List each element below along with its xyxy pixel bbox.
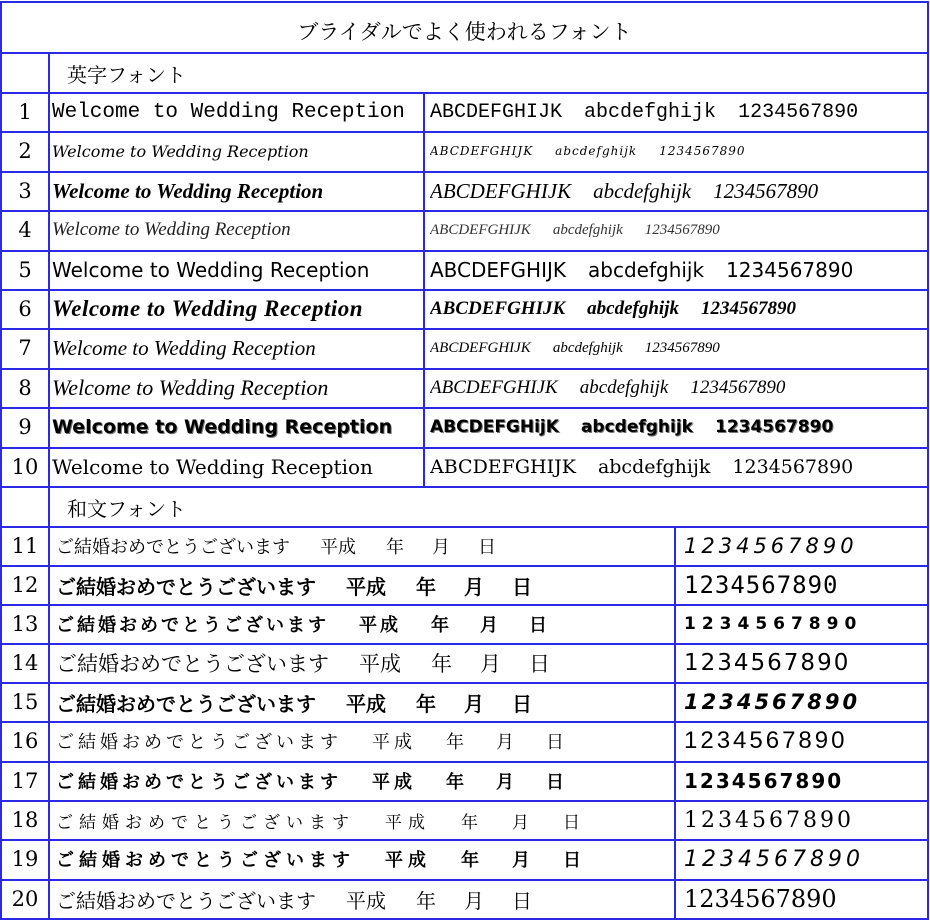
digits-sample: 1234567890 — [726, 258, 854, 282]
lowercase-sample: abcdefghijk — [552, 221, 623, 238]
digits-sample: 1234567890 — [684, 614, 863, 634]
month-text: 月 — [464, 691, 484, 716]
month-text: 月 — [464, 888, 484, 913]
digits-sample: 1234567890 — [684, 846, 864, 872]
year-text: 年 — [386, 537, 404, 558]
greeting-text: ご結婚おめでとうございます — [56, 732, 342, 753]
japanese-phrase-sample — [56, 566, 671, 604]
digits-sample: 1234567890 — [700, 298, 796, 319]
year-text: 年 — [416, 691, 436, 716]
era-text: 平成 — [359, 615, 401, 636]
era-text: 平成 — [346, 888, 386, 913]
month-text: 月 — [496, 772, 518, 793]
row-number: 14 — [11, 651, 39, 675]
greeting-text: ご結婚おめでとうございます — [56, 652, 329, 676]
year-text: 年 — [461, 850, 484, 871]
row-number: 20 — [11, 887, 39, 911]
greeting-text: ご結婚おめでとうございます — [56, 537, 290, 558]
lowercase-sample: abcdefghijk — [579, 377, 669, 398]
digits-sample: 1234567890 — [684, 690, 861, 714]
uppercase-sample: ABCDEFGHIJK — [430, 221, 531, 238]
uppercase-sample: ABCDEFGHIJK — [430, 339, 531, 356]
alphabet-sample — [430, 211, 927, 249]
japanese-phrase-sample — [56, 840, 671, 878]
uppercase-sample: ABCDEFGHIJK — [430, 100, 563, 124]
greeting-text: ご結婚おめでとうございます — [56, 574, 316, 599]
row-number: 11 — [11, 534, 39, 558]
row-number: 5 — [18, 258, 32, 282]
english-phrase-sample: Welcome to Wedding Reception — [52, 258, 370, 282]
year-text: 年 — [446, 732, 468, 753]
english-phrase-sample: Welcome to Wedding Reception — [52, 141, 309, 161]
day-text: 日 — [546, 732, 568, 753]
row-number: 4 — [18, 218, 32, 242]
english-phrase-sample: Welcome to Wedding Reception — [52, 335, 316, 360]
era-text: 平成 — [372, 772, 416, 793]
digits-sample: 1234567890 — [714, 417, 834, 437]
row-number: 16 — [11, 729, 39, 753]
day-text: 日 — [546, 772, 568, 793]
grid-line — [927, 1, 929, 920]
year-text: 年 — [416, 574, 436, 599]
row-number: 10 — [11, 455, 39, 479]
row-number: 19 — [11, 847, 39, 871]
digits-sample: 1234567890 — [684, 650, 851, 676]
day-text: 日 — [478, 537, 496, 558]
uppercase-sample: ABCDEFGHIJK — [430, 377, 558, 398]
english-phrase-sample: Welcome to Wedding Reception — [52, 219, 291, 240]
era-text: 平成 — [385, 812, 431, 833]
year-text: 年 — [431, 615, 452, 636]
alphabet-sample — [430, 132, 927, 170]
row-number: 7 — [18, 336, 32, 360]
row-number: 2 — [18, 139, 32, 163]
uppercase-sample: ABCDEFGHijK — [430, 417, 559, 437]
greeting-text: ご結婚おめでとうございます — [56, 615, 329, 636]
japanese-phrase-sample — [56, 880, 671, 918]
greeting-text: ご結婚おめでとうございます — [56, 850, 355, 871]
row-number: 8 — [18, 376, 32, 400]
era-text: 平成 — [372, 732, 416, 753]
era-text: 平成 — [346, 574, 386, 599]
digits-sample: 1234567890 — [684, 534, 858, 558]
row-number: 15 — [11, 690, 39, 714]
alphabet-sample — [430, 290, 927, 328]
digits-sample: 1234567890 — [713, 178, 819, 203]
year-text: 年 — [461, 812, 484, 833]
grid-line — [674, 526, 676, 920]
era-text: 平成 — [385, 850, 431, 871]
alphabet-sample — [430, 251, 927, 289]
lowercase-sample: abcdefghijk — [587, 298, 679, 319]
year-text: 年 — [416, 888, 436, 913]
japanese-phrase-sample — [56, 527, 671, 565]
japanese-phrase-sample — [56, 801, 671, 839]
month-text: 月 — [480, 615, 501, 636]
era-text: 平成 — [359, 652, 401, 676]
day-text: 日 — [563, 850, 586, 871]
year-text: 年 — [431, 652, 452, 676]
month-text: 月 — [480, 652, 501, 676]
japanese-phrase-sample — [56, 722, 671, 760]
japanese-phrase-sample — [56, 605, 671, 643]
digits-sample: 1234567890 — [690, 377, 786, 398]
uppercase-sample: ABCDEFGHIJK — [430, 258, 567, 282]
day-text: 日 — [529, 652, 550, 676]
digits-sample: 1234567890 — [738, 100, 859, 124]
day-text: 日 — [512, 888, 532, 913]
japanese-phrase-sample — [56, 683, 671, 721]
row-number: 6 — [18, 297, 32, 321]
uppercase-sample: ABCDEFGHIJK — [430, 298, 566, 319]
day-text: 日 — [512, 574, 532, 599]
year-text: 年 — [446, 772, 468, 793]
greeting-text: ご結婚おめでとうございます — [56, 888, 316, 913]
row-number: 13 — [11, 612, 39, 636]
lowercase-sample: abcdefghijk — [580, 417, 693, 437]
digits-sample: 1234567890 — [684, 571, 839, 599]
digits-sample: 1234567890 — [644, 339, 720, 356]
uppercase-sample: ABCDEFGHIJK — [430, 456, 576, 478]
month-text: 月 — [432, 537, 450, 558]
alphabet-sample — [430, 369, 927, 407]
row-number: 9 — [18, 415, 32, 439]
lowercase-sample: abcdefghijk — [597, 456, 711, 478]
lowercase-sample: abcdefghijk — [555, 144, 638, 158]
row-number: 1 — [18, 100, 32, 124]
lowercase-sample: abcdefghijk — [584, 100, 717, 124]
grid-line — [0, 918, 929, 920]
greeting-text: ご結婚おめでとうございます — [56, 691, 316, 716]
uppercase-sample: ABCDEFGHIJK — [430, 178, 572, 203]
japanese-phrase-sample — [56, 644, 671, 682]
row-number: 17 — [11, 769, 39, 793]
day-text: 日 — [512, 691, 532, 716]
english-phrase-sample: Welcome to Wedding Reception — [52, 416, 393, 438]
era-text: 平成 — [346, 691, 386, 716]
english-phrase-sample: Welcome to Wedding Reception — [52, 375, 329, 400]
lowercase-sample: abcdefghijk — [588, 258, 705, 282]
english-phrase-sample: Welcome to Wedding Reception — [52, 296, 364, 321]
japanese-phrase-sample — [56, 762, 671, 800]
digits-sample: 1234567890 — [644, 221, 720, 238]
section-header-english: 英字フォント — [67, 62, 186, 87]
english-phrase-sample: Welcome to Wedding Reception — [52, 100, 405, 124]
page-title: ブライダルでよく使われるフォント — [297, 19, 632, 44]
lowercase-sample: abcdefghijk — [552, 339, 623, 356]
section-header-japanese: 和文フォント — [67, 496, 186, 521]
month-text: 月 — [512, 812, 535, 833]
uppercase-sample: ABCDEFGHIJK — [430, 144, 534, 158]
era-text: 平成 — [320, 537, 356, 558]
row-number: 18 — [11, 808, 39, 832]
row-number: 3 — [18, 179, 32, 203]
english-phrase-sample: Welcome to Wedding Reception — [52, 455, 373, 479]
alphabet-sample — [430, 172, 927, 210]
grid-line — [48, 52, 50, 920]
alphabet-sample — [430, 329, 927, 367]
digits-sample: 1234567890 — [684, 727, 848, 754]
english-phrase-sample: Welcome to Wedding Reception — [52, 178, 324, 203]
lowercase-sample: abcdefghijk — [593, 178, 692, 203]
month-text: 月 — [496, 732, 518, 753]
digits-sample: 1234567890 — [659, 144, 746, 158]
greeting-text: ご結婚おめでとうございます — [56, 772, 342, 793]
alphabet-sample — [430, 448, 927, 486]
digits-sample: 1234567890 — [684, 807, 854, 833]
alphabet-sample — [430, 93, 927, 131]
day-text: 日 — [563, 812, 586, 833]
month-text: 月 — [464, 574, 484, 599]
alphabet-sample — [430, 408, 927, 446]
digits-sample: 1234567890 — [684, 885, 837, 913]
month-text: 月 — [512, 850, 535, 871]
digits-sample: 1234567890 — [684, 769, 844, 793]
day-text: 日 — [529, 615, 550, 636]
row-number: 12 — [11, 573, 39, 597]
digits-sample: 1234567890 — [732, 456, 854, 478]
greeting-text: ご結婚おめでとうございます — [56, 812, 355, 833]
